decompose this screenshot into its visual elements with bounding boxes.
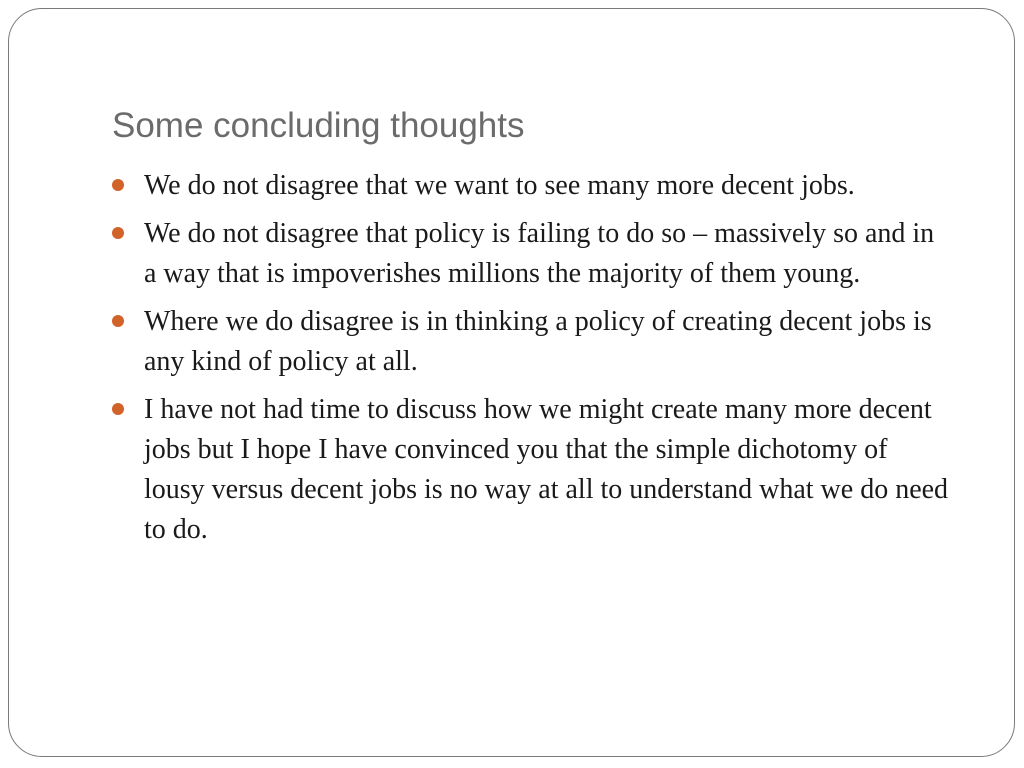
bullet-text: We do not disagree that we want to see many more decent jobs. — [144, 170, 855, 201]
bullet-text: Where we do disagree is in thinking a policy of creating decent jobs is any kind of policy at all. — [144, 306, 932, 377]
bullet-text: We do not disagree that policy is failing to do so – massively so and in a way that is impoverishes millions the majority of them young. — [144, 218, 935, 289]
bullet-item — [112, 214, 952, 294]
bullet-dot-icon — [112, 403, 124, 415]
bullet-item — [112, 302, 952, 382]
bullet-list — [112, 166, 952, 558]
bullet-text: I have not had time to discuss how we might create many more decent jobs but I hope I have convinced you that the simple dichotomy of lousy versus decent jobs is no way at all to understand what we do need to do. — [144, 394, 949, 545]
bullet-item — [112, 166, 952, 206]
bullet-item — [112, 390, 952, 550]
bullet-dot-icon — [112, 227, 124, 239]
bullet-dot-icon — [112, 179, 124, 191]
slide-title: Some concluding thoughts — [112, 106, 525, 145]
bullet-dot-icon — [112, 315, 124, 327]
